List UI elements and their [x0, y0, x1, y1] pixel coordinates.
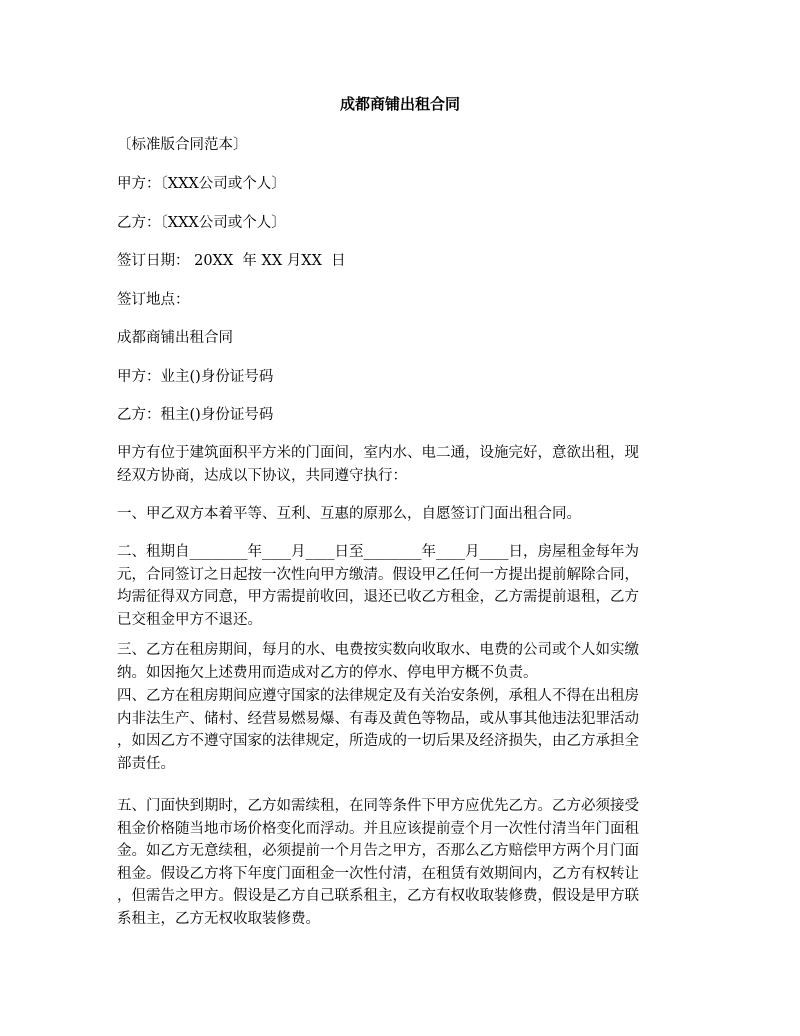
document-title: 成都商铺出租合同 [339, 95, 460, 113]
paragraph-clause-4 [117, 685, 687, 775]
paragraph-line: 经双方协商，达成以下协议，共同遵守执行： [117, 467, 407, 484]
paragraph-clause-1 [117, 503, 687, 526]
document-subtitle: 〔标准版合同范本〕 [117, 137, 248, 153]
paragraph-line: 五、门面快到期时，乙方如需续租，在同等条件下甲方应优先乙方。乙方必须接受 [117, 798, 639, 814]
contract-name-line: 成都商铺出租合同 [117, 330, 233, 346]
paragraph-clause-2 [117, 541, 687, 631]
paragraph-clause-3 [117, 639, 687, 684]
paragraph-line: ，但需告之甲方。假设是乙方自己联系租主，乙方有权收取装修费，假设是甲方联 [117, 888, 639, 904]
sign-date-line: 签订日期： 20XX 年 XX 月XX 日 [117, 253, 346, 269]
paragraph-line: 甲方有位于建筑面积平方米的门面间，室内水、电二通，设施完好，意欲出租，现 [117, 445, 639, 461]
party-a-owner-line: 甲方：业主()身份证号码 [117, 369, 274, 385]
paragraph-line: ，如因乙方不遵守国家的法律规定，所造成的一切后果及经济损失，由乙方承担全 [117, 733, 639, 749]
party-b-line: 乙方：〔XXX公司或个人〕 [117, 215, 286, 231]
paragraph-line: 一、甲乙双方本着平等、互利、互惠的原那么，自愿签订门面出租合同。 [117, 506, 581, 522]
paragraph-line: 元，合同签订之日起按一次性向甲方缴清。假设甲乙任何一方提出提前解除合同， [117, 566, 639, 583]
party-b-tenant-line: 乙方：租主()身份证号码 [117, 407, 274, 423]
paragraph-line: 部责任。 [117, 755, 175, 772]
party-a-line: 甲方：〔XXX公司或个人〕 [117, 176, 286, 192]
paragraph-line: 纳。如因拖欠上述费用而造成对乙方的停水、停电甲方概不负责。 [117, 664, 538, 681]
paragraph-line: 金。如乙方无意续租，必须提前一个月告之甲方，否那么乙方赔偿甲方两个月门面 [117, 843, 639, 859]
paragraph-line: 租金价格随当地市场价格变化而浮动。并且应该提前壹个月一次性付清当年门面租 [117, 820, 639, 837]
paragraph-clause-5 [117, 795, 687, 930]
paragraph-line: 均需征得双方同意，甲方需提前收回，退还已收乙方租金，乙方需提前退租，乙方 [117, 589, 639, 605]
paragraph-line: 内非法生产、储村、经营易燃易爆、有毒及黄色等物品，或从事其他违法犯罪活动 [117, 710, 639, 727]
paragraph-line: 四、乙方在租房期间应遵守国家的法律规定及有关治安条例，承租人不得在出租房 [117, 688, 639, 704]
paragraph-line: 三、乙方在租房期间，每月的水、电费按实数向收取水、电费的公司或个人如实缴 [117, 642, 639, 658]
paragraph-line: 系租主，乙方无权收取装修费。 [117, 910, 320, 927]
sign-place-line: 签订地点： [117, 292, 190, 308]
paragraph-line: 已交租金甲方不退还。 [117, 611, 262, 628]
paragraph-line: 二、租期自________年____月____日至________年____月____日，房屋租金每年为 [117, 544, 639, 560]
paragraph-intro [117, 442, 687, 487]
paragraph-line: 租金。假设乙方将下年度门面租金一次性付清，在租赁有效期间内，乙方有权转让 [117, 865, 639, 882]
